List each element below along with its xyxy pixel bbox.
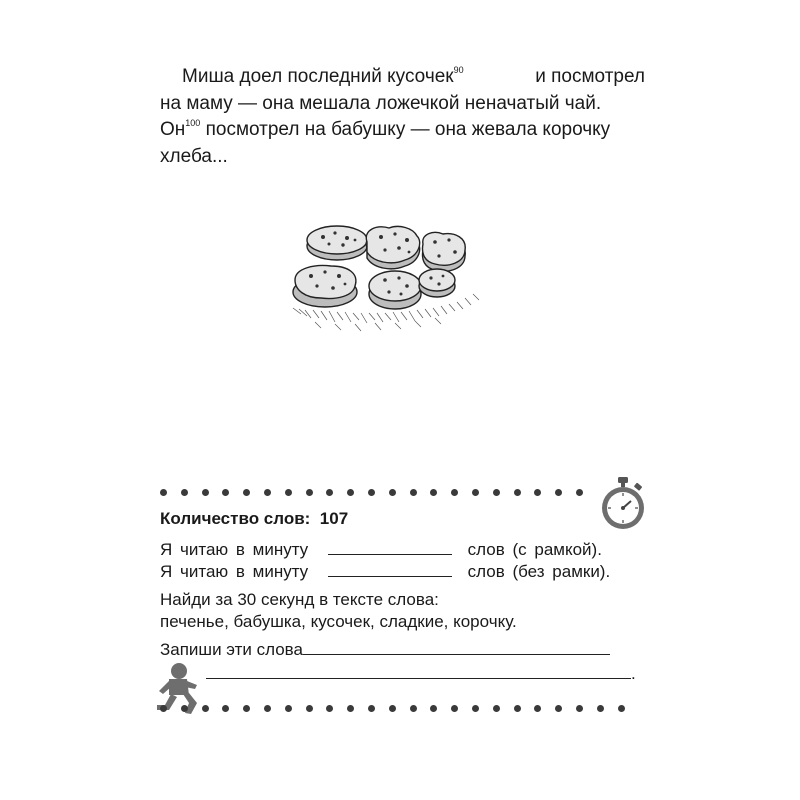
find-words-list: печенье, бабушка, кусочек, сладкие, корочку.	[160, 612, 517, 631]
separator-dot	[451, 705, 458, 712]
separator-dot	[555, 705, 562, 712]
separator-dot	[160, 489, 167, 496]
separator-dot	[389, 489, 396, 496]
separator-dot	[472, 705, 479, 712]
word-count-value: 107	[319, 509, 349, 528]
dotted-separator-top	[160, 489, 583, 496]
separator-dot	[181, 489, 188, 496]
separator-dot	[306, 489, 313, 496]
separator-dot	[326, 705, 333, 712]
separator-dot	[534, 489, 541, 496]
separator-dot	[264, 705, 271, 712]
separator-dot	[514, 489, 521, 496]
separator-dot	[326, 489, 333, 496]
separator-dot	[222, 705, 229, 712]
separator-dot	[202, 489, 209, 496]
reading-speed-without-frame-blank[interactable]	[328, 576, 452, 577]
separator-dot	[347, 705, 354, 712]
separator-dot	[493, 489, 500, 496]
separator-dot	[493, 705, 500, 712]
separator-dot	[160, 705, 167, 712]
separator-dot	[514, 705, 521, 712]
cookies-illustration	[285, 210, 495, 335]
separator-dot	[576, 489, 583, 496]
separator-dot	[368, 489, 375, 496]
separator-dot	[555, 489, 562, 496]
story-line-2: на маму — она мешала ложечкой неначатый чай.	[160, 92, 602, 114]
write-words-blank-1[interactable]	[303, 654, 610, 655]
separator-dot	[306, 705, 313, 712]
separator-dot	[410, 489, 417, 496]
separator-dot	[389, 705, 396, 712]
story-line-3: $Он^{100}$ посмотрел на бабушку — она жевала корочку	[160, 117, 611, 140]
separator-dot	[534, 705, 541, 712]
separator-dot	[264, 489, 271, 496]
separator-dot	[430, 705, 437, 712]
separator-dot	[576, 705, 583, 712]
separator-dot	[368, 705, 375, 712]
separator-dot	[618, 705, 625, 712]
separator-dot	[243, 489, 250, 496]
separator-dot	[597, 705, 604, 712]
story-line-4: хлеба...	[160, 145, 228, 167]
find-words-task: Найди за 30 секунд в тексте слова:	[160, 590, 439, 609]
reading-speed-without-frame: Я читаю в минуту слов (без рамки).	[160, 562, 611, 581]
separator-dot	[222, 489, 229, 496]
separator-dot	[181, 705, 188, 712]
separator-dot	[451, 489, 458, 496]
separator-dot	[410, 705, 417, 712]
separator-dot	[472, 489, 479, 496]
dotted-separator-bottom	[160, 705, 625, 712]
separator-dot	[285, 489, 292, 496]
separator-dot	[243, 705, 250, 712]
separator-dot	[202, 705, 209, 712]
reading-speed-with-frame-blank[interactable]	[328, 554, 452, 555]
word-count: Количество слов: 107	[160, 509, 349, 528]
stopwatch-icon	[598, 476, 648, 532]
write-words-line-2: .	[206, 664, 636, 684]
separator-dot	[285, 705, 292, 712]
story-text	[160, 64, 645, 170]
story-line-1: Миша доел последний кусочек$^{90}$ и посмотрел	[182, 64, 645, 87]
separator-dot	[347, 489, 354, 496]
write-words-blank-2[interactable]	[206, 678, 631, 679]
reading-speed-with-frame: Я читаю в минуту слов (с рамкой).	[160, 540, 602, 559]
separator-dot	[430, 489, 437, 496]
write-words-task: Запиши эти слова	[160, 640, 610, 660]
